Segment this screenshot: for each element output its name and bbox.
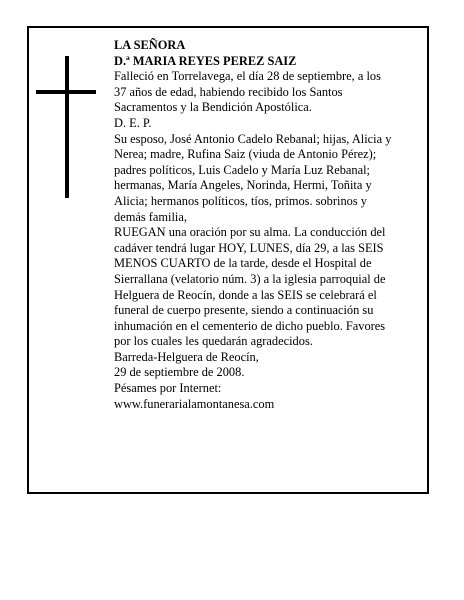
notice-line: hermanas, María Angeles, Norinda, Hermi, Toñita y [114,178,372,193]
notice-line: D. E. P. [114,115,152,130]
notice-line: Pésames por Internet: [114,381,222,396]
notice-line: Nerea; madre, Rufina Saiz (viuda de Antonio Pérez); [114,147,377,162]
notice-line: inhumación en el cementerio de dicho pueblo. Favores [114,318,386,333]
notice-line: Alicia; hermanos políticos, tíos, primos. sobrinos y [114,193,367,208]
notice-line: cadáver tendrá lugar HOY, LUNES, día 29, a las SEIS [114,240,384,255]
notice-line: Falleció en Torrelavega, el día 28 de septiembre, a los [114,69,381,84]
cross-vertical-bar [65,56,69,198]
notice-heading: LA SEÑORA [114,38,186,52]
funeral-home-website-link[interactable]: www.funerarialamontanesa.com [114,396,275,411]
cross-icon [36,56,96,198]
notice-line: por los cuales les quedarán agradecidos. [114,334,313,349]
notice-line: Helguera de Reocín, donde a las SEIS se celebrará el [114,287,377,302]
notice-line: funeral de cuerpo presente, siendo a continuación su [114,303,374,318]
notice-line: Su esposo, José Antonio Cadelo Rebanal; hijas, Alicia y [114,131,392,146]
notice-line: 37 años de edad, habiendo recibido los Santos [114,84,343,99]
notice-line: padres políticos, Luis Cadelo y María Luz Rebanal; [114,162,371,177]
notice-line: demás familia, [114,209,187,224]
deceased-name: D.ª MARIA REYES PEREZ SAIZ [114,53,297,68]
notice-line: Sierrallana (velatorio núm. 3) a la iglesia parroquial de [114,271,386,286]
obituary-text [114,38,424,412]
notice-line: 29 de septiembre de 2008. [114,365,245,380]
notice-line: MENOS CUARTO de la tarde, desde el Hospital de [114,256,372,271]
cross-horizontal-bar [36,90,96,94]
notice-line: Barreda-Helguera de Reocín, [114,349,259,364]
notice-line: RUEGAN una oración por su alma. La conducción del [114,225,386,240]
notice-line: Sacramentos y la Bendición Apostólica. [114,100,312,115]
